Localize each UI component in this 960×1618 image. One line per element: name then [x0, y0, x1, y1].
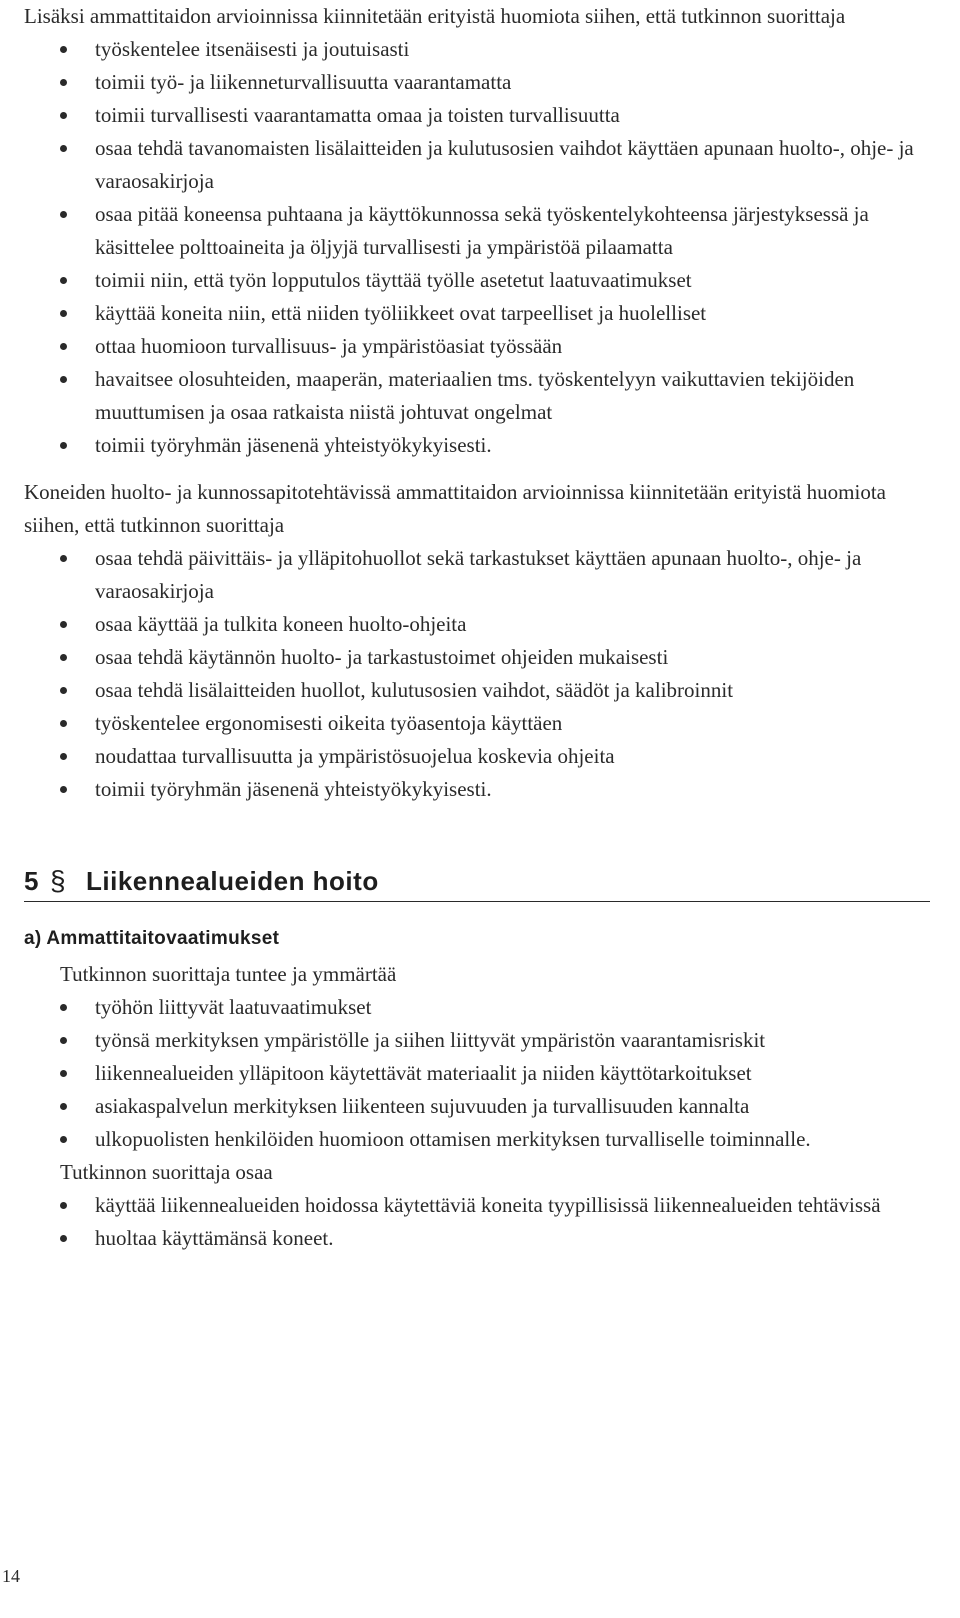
list-item	[24, 740, 930, 773]
list-item	[24, 707, 930, 740]
list-item	[24, 198, 930, 264]
bullet-icon	[60, 343, 67, 350]
bullet-list-4	[24, 1189, 930, 1255]
section-number: 5	[24, 866, 39, 896]
list-item-text: osaa tehdä lisälaitteiden huollot, kulutusosien vaihdot, säädöt ja kalibroinnit	[95, 678, 734, 702]
list-item-text: toimii turvallisesti vaarantamatta omaa ja toisten turvallisuutta	[95, 103, 620, 127]
list-item-text: toimii työryhmän jäsenenä yhteistyökykyisesti.	[95, 433, 492, 457]
list-item	[24, 363, 930, 429]
list-item-text: osaa pitää koneensa puhtaana ja käyttökunnossa sekä työskentelykohteensa järjestyksessä ja käsittelee polttoaineita ja öljyjä turvallisesti ja ympäristöä pilaamatta	[95, 202, 869, 259]
list-item-text: toimii työ- ja liikenneturvallisuutta vaarantamatta	[95, 70, 512, 94]
bullet-list-3	[24, 991, 930, 1156]
bullet-icon	[60, 1202, 67, 1209]
bullet-icon	[60, 1235, 67, 1242]
page-number: 14	[2, 1566, 20, 1586]
bullet-icon	[60, 211, 67, 218]
paragraph-intro-3: Tutkinnon suorittaja tuntee ja ymmärtää	[60, 962, 397, 986]
list-item-text: osaa tehdä tavanomaisten lisälaitteiden ja kulutusosien vaihdot käyttäen apunaan huolto-, ohje- ja varaosakirjoja	[95, 136, 914, 193]
bullet-icon	[60, 112, 67, 119]
list-item-text: työhön liittyvät laatuvaatimukset	[95, 995, 372, 1019]
list-item-text: havaitsee olosuhteiden, maaperän, materiaalien tms. työskentelyyn vaikuttavien tekijöiden muuttumisen ja osaa ratkaista niistä johtuvat ongelmat	[95, 367, 855, 424]
list-item	[24, 264, 930, 297]
bullet-list-2	[24, 542, 930, 806]
list-item-text: työnsä merkityksen ympäristölle ja siihen liittyvät ympäristön vaarantamisriskit	[95, 1028, 766, 1052]
bullet-icon	[60, 720, 67, 727]
list-item	[24, 1123, 930, 1156]
list-item	[24, 1090, 930, 1123]
section-symbol: §	[50, 865, 67, 896]
bullet-icon	[60, 79, 67, 86]
bullet-icon	[60, 654, 67, 661]
list-item	[24, 33, 930, 66]
paragraph-intro-4: Tutkinnon suorittaja osaa	[60, 1160, 273, 1184]
paragraph-intro-1: Lisäksi ammattitaidon arvioinnissa kiinnitetään erityistä huomiota siihen, että tutkinnon suorittaja	[24, 4, 846, 28]
list-item	[24, 132, 930, 198]
document-page	[24, 0, 930, 1255]
list-item	[24, 1057, 930, 1090]
list-item-text: ulkopuolisten henkilöiden huomioon ottamisen merkityksen turvalliselle toiminnalle.	[95, 1127, 811, 1151]
section-title: Liikennealueiden hoito	[86, 866, 379, 896]
list-item-text: osaa tehdä käytännön huolto- ja tarkastustoimet ohjeiden mukaisesti	[95, 645, 669, 669]
bullet-icon	[60, 442, 67, 449]
section-heading	[24, 864, 930, 902]
list-item-text: huoltaa käyttämänsä koneet.	[95, 1226, 334, 1250]
bullet-icon	[60, 687, 67, 694]
bullet-icon	[60, 277, 67, 284]
list-item	[24, 330, 930, 363]
list-item	[24, 608, 930, 641]
bullet-icon	[60, 1037, 67, 1044]
bullet-icon	[60, 376, 67, 383]
bullet-icon	[60, 46, 67, 53]
list-item	[24, 99, 930, 132]
bullet-icon	[60, 1136, 67, 1143]
list-item	[24, 641, 930, 674]
bullet-icon	[60, 555, 67, 562]
list-item	[24, 991, 930, 1024]
list-item-text: käyttää koneita niin, että niiden työliikkeet ovat tarpeelliset ja huolelliset	[95, 301, 707, 325]
bullet-icon	[60, 1103, 67, 1110]
list-item-text: toimii työryhmän jäsenenä yhteistyökykyisesti.	[95, 777, 492, 801]
list-item-text: toimii niin, että työn lopputulos täyttää työlle asetetut laatuvaatimukset	[95, 268, 692, 292]
list-item	[24, 773, 930, 806]
list-item-text: ottaa huomioon turvallisuus- ja ympäristöasiat työssään	[95, 334, 563, 358]
bullet-icon	[60, 753, 67, 760]
list-item	[24, 1024, 930, 1057]
bullet-icon	[60, 786, 67, 793]
list-item-text: työskentelee ergonomisesti oikeita työasentoja käyttäen	[95, 711, 563, 735]
subsection-heading: a) Ammattitaitovaatimukset	[24, 928, 280, 949]
bullet-icon	[60, 1004, 67, 1011]
list-item	[24, 674, 930, 707]
list-item-text: työskentelee itsenäisesti ja joutuisasti	[95, 37, 410, 61]
list-item	[24, 1222, 930, 1255]
list-item-text: noudattaa turvallisuutta ja ympäristösuojelua koskevia ohjeita	[95, 744, 615, 768]
bullet-icon	[60, 621, 67, 628]
list-item	[24, 542, 930, 608]
list-item-text: asiakaspalvelun merkityksen liikenteen sujuvuuden ja turvallisuuden kannalta	[95, 1094, 750, 1118]
list-item-text: liikennealueiden ylläpitoon käytettävät materiaalit ja niiden käyttötarkoitukset	[95, 1061, 752, 1085]
bullet-icon	[60, 1070, 67, 1077]
list-item-text: käyttää liikennealueiden hoidossa käytettäviä koneita tyypillisissä liikennealueiden tehtävissä	[95, 1193, 881, 1217]
list-item	[24, 1189, 930, 1222]
paragraph-intro-2: Koneiden huolto- ja kunnossapitotehtävissä ammattitaidon arvioinnissa kiinnitetään erityistä huomiota siihen, että tutkinnon suorittaja	[24, 480, 886, 537]
list-item	[24, 429, 930, 462]
list-item-text: osaa tehdä päivittäis- ja ylläpitohuollot sekä tarkastukset käyttäen apunaan huolto-, ohje- ja varaosakirjoja	[95, 546, 862, 603]
bullet-icon	[60, 145, 67, 152]
bullet-list-1	[24, 33, 930, 462]
list-item-text: osaa käyttää ja tulkita koneen huolto-ohjeita	[95, 612, 467, 636]
list-item	[24, 297, 930, 330]
bullet-icon	[60, 310, 67, 317]
list-item	[24, 66, 930, 99]
